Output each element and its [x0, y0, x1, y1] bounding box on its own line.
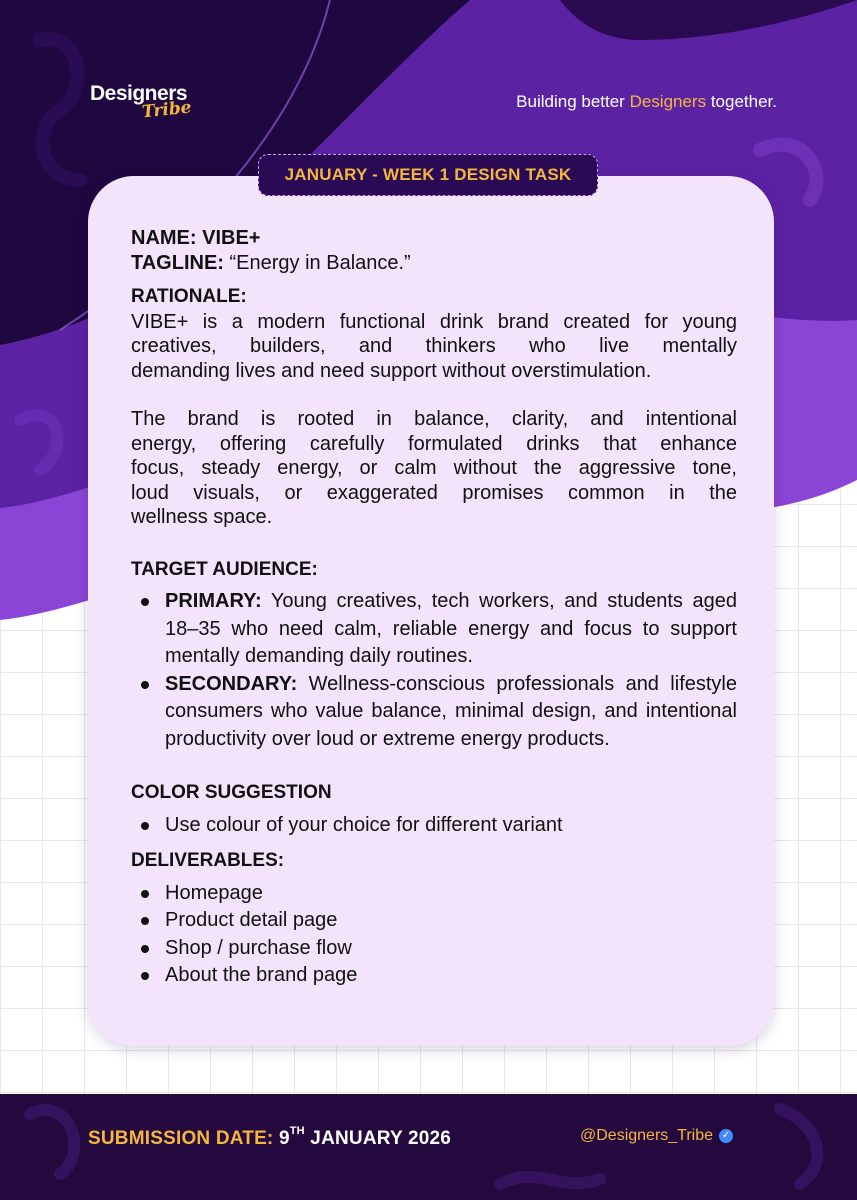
name-value: VIBE+	[202, 227, 261, 249]
color-item: Use colour of your choice for different variant	[131, 812, 737, 840]
logo-wordmark: Designers	[90, 82, 188, 105]
rationale-p2-line: focus, steady energy, or calm without the aggressive tone,	[131, 457, 737, 479]
audience-secondary	[131, 671, 737, 754]
rationale-p1-line: VIBE+ is a modern functional drink brand created for young	[131, 310, 737, 333]
deliverable-item: Homepage	[131, 880, 737, 908]
designers-tribe-logo	[90, 82, 200, 122]
deliverable-item: Shop / purchase flow	[131, 935, 737, 963]
footer-bar	[0, 1094, 857, 1200]
rationale-p1-line: creatives, builders, and thinkers who live mentally	[131, 335, 737, 357]
rationale-p1-line: demanding lives and need support without overstimulation.	[131, 359, 652, 382]
rationale-p2-line: wellness space.	[131, 506, 273, 528]
brief-card	[88, 176, 774, 1046]
audience-secondary-label: SECONDARY:	[165, 672, 298, 695]
name-label: NAME:	[131, 227, 197, 249]
audience-primary	[131, 588, 737, 671]
tagline-value: “Energy in Balance.”	[229, 251, 411, 274]
tagline-highlight: Designers	[629, 92, 707, 111]
date-suffix: TH	[289, 1125, 305, 1137]
date-day: 9	[278, 1128, 290, 1149]
handle-text: @Designers_Tribe	[580, 1127, 714, 1144]
deliverable-item: About the brand page	[131, 962, 737, 990]
header-tagline	[516, 92, 777, 112]
deliverables-list	[131, 880, 737, 990]
rationale-p2-line: energy, offering carefully formulated drinks that enhance	[131, 432, 737, 455]
name-line	[131, 226, 737, 251]
color-heading: COLOR SUGGESTION	[131, 782, 332, 803]
audience-list	[131, 588, 737, 753]
date-rest: JANUARY 2026	[310, 1128, 452, 1149]
audience-primary-label: PRIMARY:	[165, 590, 262, 612]
tagline-before: Building better	[516, 92, 630, 111]
rationale-p2-line: loud visuals, or exaggerated promises common in the	[131, 481, 737, 504]
social-handle	[580, 1127, 733, 1145]
rationale-heading: RATIONALE:	[131, 286, 247, 307]
audience-primary-text: Young creatives, tech workers, and students aged 18–35 who need calm, reliable energy and focus to support mentally demanding daily routines.	[165, 590, 737, 667]
verified-badge-icon: ✓	[719, 1129, 733, 1143]
rationale-p2-line: The brand is rooted in balance, clarity, and intentional	[131, 408, 737, 430]
tagline-line	[131, 251, 737, 276]
logo-script: Tribe	[141, 97, 193, 123]
task-title-pill: JANUARY - WEEK 1 DESIGN TASK	[258, 154, 598, 196]
audience-heading: TARGET AUDIENCE:	[131, 558, 318, 580]
submission-date	[88, 1125, 452, 1150]
audience-secondary-text: Wellness-conscious professionals and lifestyle consumers who value balance, minimal design, and intentional productivity over loud or extreme energy products.	[165, 672, 737, 750]
deliverables-heading: DELIVERABLES:	[131, 850, 285, 871]
submission-label: SUBMISSION DATE:	[88, 1128, 274, 1149]
tagline-label: TAGLINE:	[131, 251, 224, 274]
tagline-after: together.	[706, 92, 777, 111]
rationale-paragraph-1	[131, 310, 737, 384]
deliverable-item: Product detail page	[131, 907, 737, 935]
color-list	[131, 812, 737, 840]
rationale-paragraph-2	[131, 407, 737, 530]
